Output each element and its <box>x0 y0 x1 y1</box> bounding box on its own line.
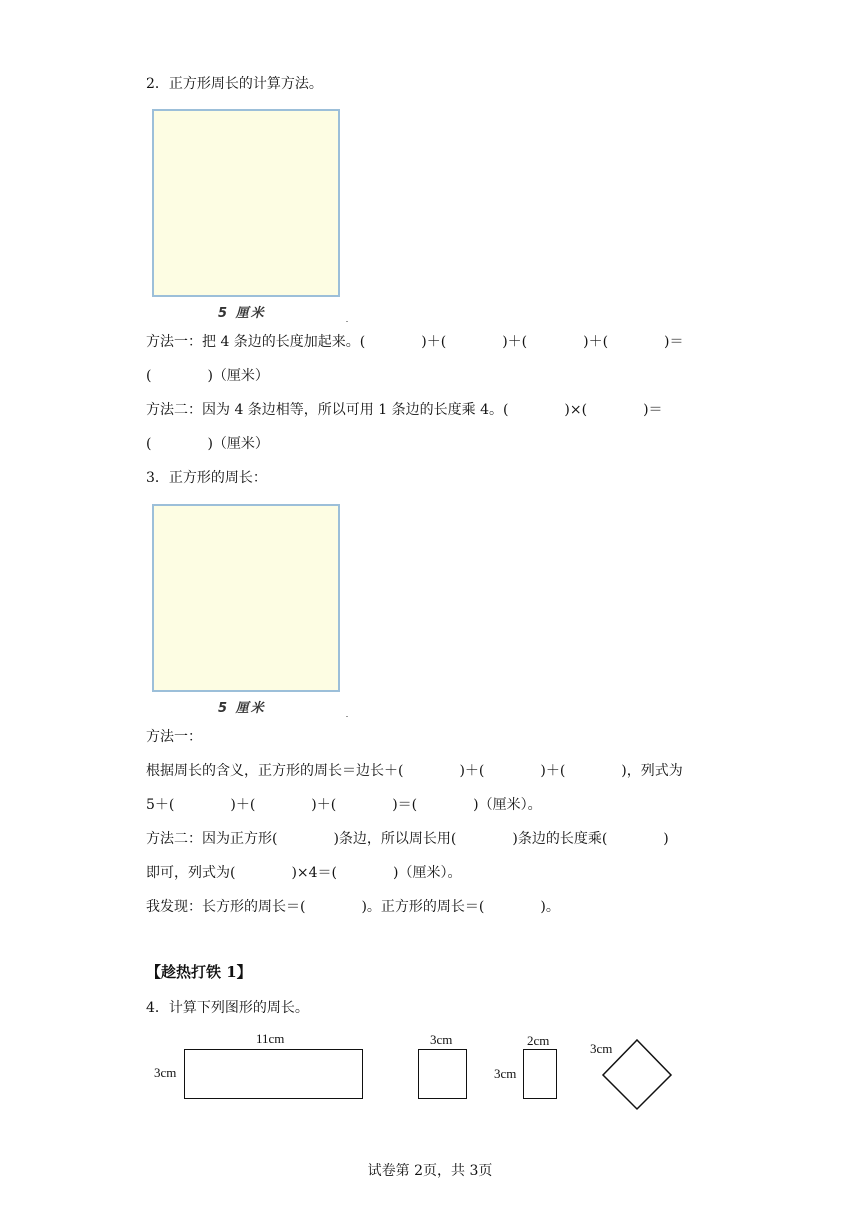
q3-method2-line1: 方法二：因为正方形( )条边，所以周长用( )条边的长度乘( ) <box>146 831 669 847</box>
q3-title: 3．正方形的周长： <box>146 470 267 486</box>
rect2-height-label: 3cm <box>494 1066 517 1081</box>
q3-figure-caption: 5 厘米 <box>218 701 266 716</box>
q3-figure-mark <box>346 716 348 717</box>
q3-discovery: 我发现：长方形的周长＝( )。正方形的周长＝( )。 <box>146 899 560 915</box>
q2-figure-caption: 5 厘米 <box>218 306 266 321</box>
rect1-height-label: 3cm <box>154 1065 177 1080</box>
section-heading: 【趁热打铁 1】 <box>146 963 252 981</box>
q2-method2-line2: ( )（厘米） <box>146 436 269 452</box>
q2-method1-line2: ( )（厘米） <box>146 368 269 384</box>
page-footer: 试卷第 2页，共 3页 <box>367 1163 493 1179</box>
rect2-figure <box>523 1049 557 1099</box>
q2-title: 2．正方形周长的计算方法。 <box>146 76 323 92</box>
square1-side-label: 3cm <box>430 1032 453 1047</box>
q3-square-figure <box>152 504 340 692</box>
q2-method2-line1: 方法二：因为 4 条边相等，所以可用 1 条边的长度乘 4。( )×( )＝ <box>146 402 663 418</box>
q4-title: 4．计算下列图形的周长。 <box>146 1000 309 1016</box>
rect2-width-label: 2cm <box>527 1033 550 1048</box>
diamond-figure <box>600 1038 674 1112</box>
q3-method2-line2: 即可，列式为( )×4＝( )（厘米）。 <box>146 865 462 881</box>
rect1-width-label: 11cm <box>256 1031 285 1046</box>
q2-method1-line1: 方法一：把 4 条边的长度加起来。( )＋( )＋( )＋( )＝ <box>146 334 684 350</box>
q2-square-figure <box>152 109 340 297</box>
square1-figure <box>418 1049 467 1099</box>
q3-method1-label: 方法一： <box>146 729 202 745</box>
diamond-side-label: 3cm <box>590 1041 613 1056</box>
q3-method1-line1: 根据周长的含义，正方形的周长＝边长＋( )＋( )＋( )，列式为 <box>146 763 683 779</box>
rect1-figure <box>184 1049 363 1099</box>
q2-figure-mark <box>346 321 348 322</box>
q3-method1-line2: 5＋( )＋( )＋( )＝( )（厘米）。 <box>146 797 542 813</box>
